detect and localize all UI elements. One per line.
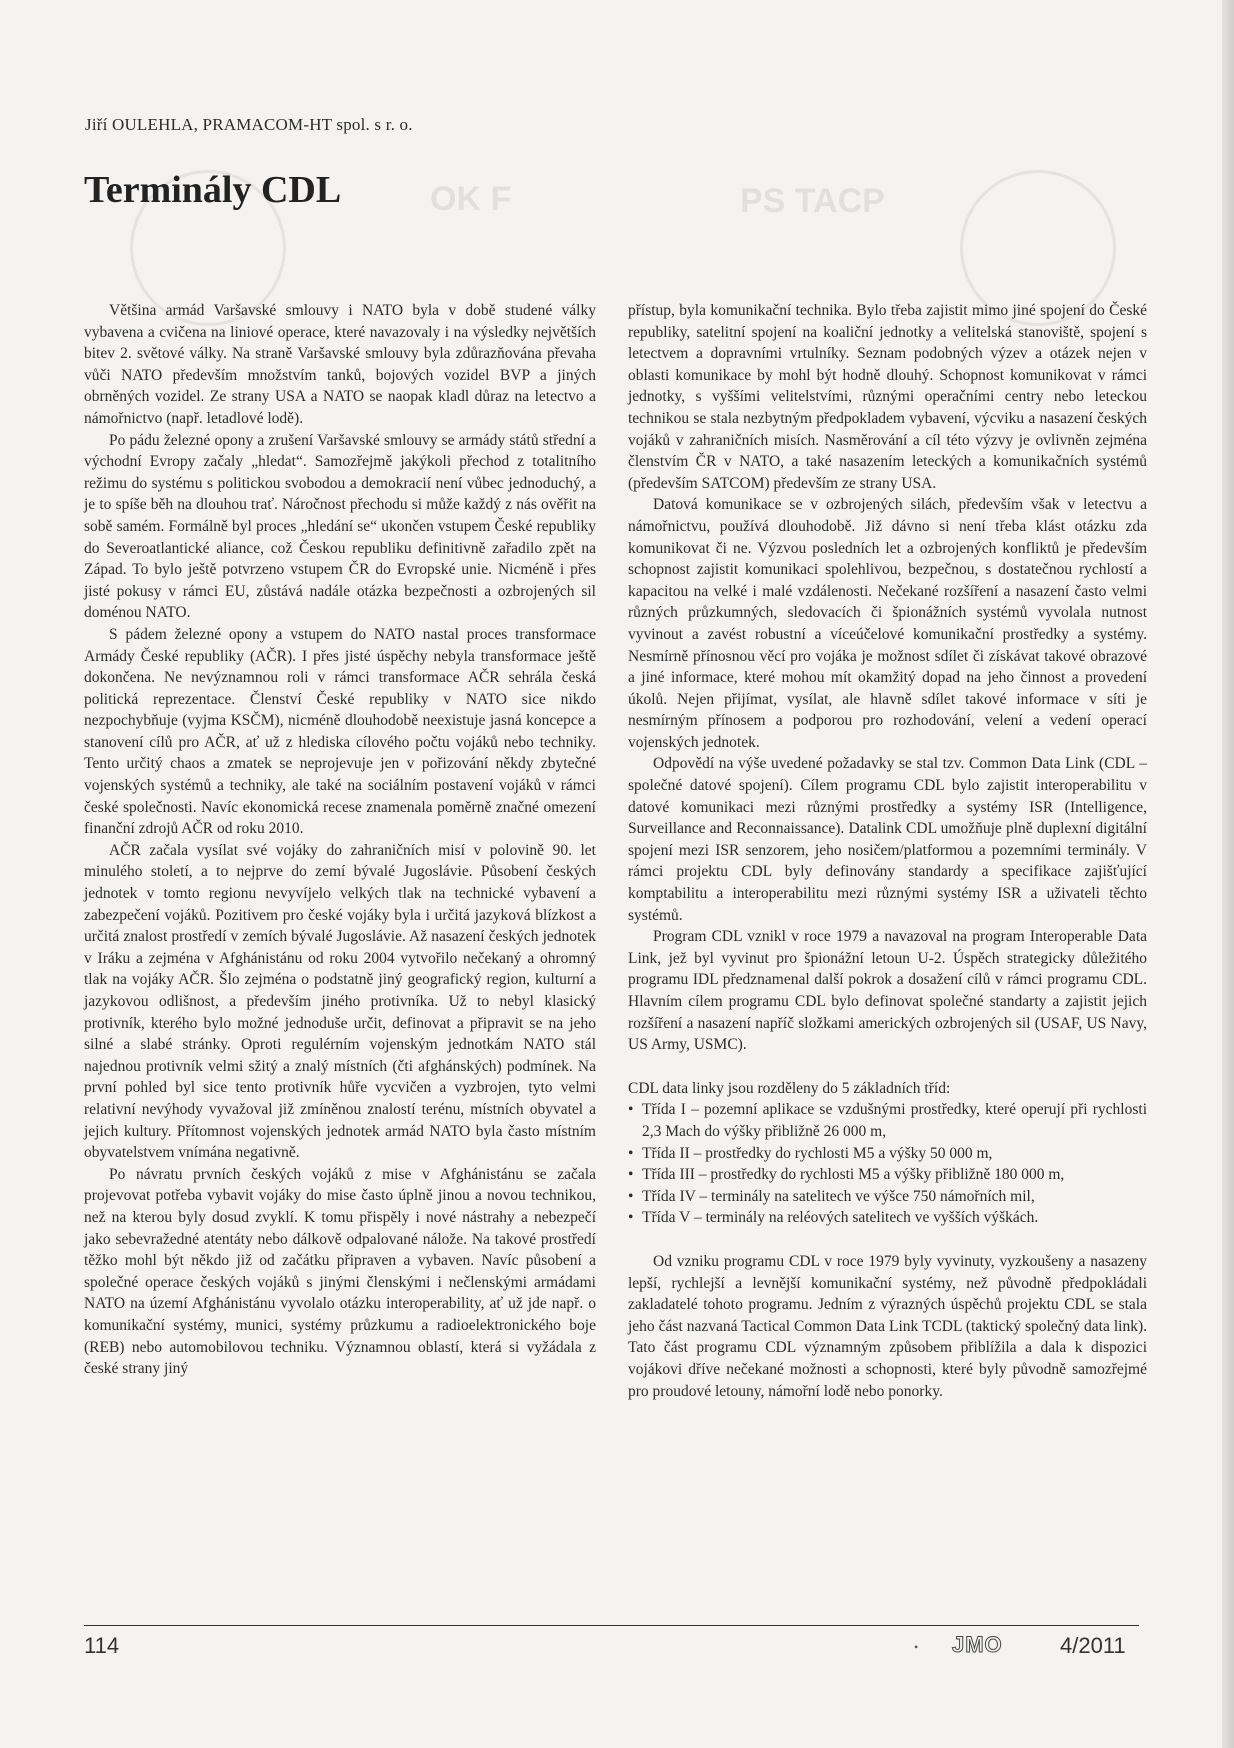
footer-dot: • [914,1640,919,1654]
issue-number: 4/2011 [1060,1633,1126,1658]
left-paragraph-1: Většina armád Varšavské smlouvy i NATO byla v době studené války vybavena a cvičena na liniové operace, které navazovaly i na výsledky největších bitev 2. světové války. Na straně Varšavské smlouvy byla zdůrazňována převaha vůči NATO především množstvím tanků, bojových vozidel BVP a jiných obrněných vozidel. Ze strany USA a NATO se naopak kladl důraz na letectvo a námořnictvo (např. letadlové lodě). [84,302,596,427]
left-paragraph-3: S pádem železné opony a vstupem do NATO nastal proces transformace Armády České republiky (AČR). I přes jisté úspěchy nebyla transformace ještě dokončena. Ne nevýznamnou roli v rámci transformace AČR sehrála česká politická reprezentace. Členství České republiky v NATO sice nikdo nezpochybňuje (vyjma KSČM), nicméně dlouhodobě neexistuje jasná koncepce a stanovení cílů pro AČR, ať už z hlediska cílového počtu vojáků nebo techniky. Tento určitý chaos a zmatek se neprojevuje jen v pořizování někdy zbytečné vojenských systémů a techniky, ale také na sociálním postavení vojáků v rámci české společnosti. Navíc ekonomická recese znamenala poměrně značné omezení finanční zdrojů AČR od roku 2010. [84,625,596,838]
right-paragraph-1: přístup, byla komunikační technika. Bylo třeba zajistit mimo jiné spojení do České republiky, satelitní spojení na koaliční jednotky a velitelská stanoviště, spojení s letectvem a dopravními vrtulníky. Seznam podobných výzev a otázek nejen v oblasti komunikace by mohl být hodně dlouhý. Schopnost komunikovat v rámci jednotky, s vyššími velitelstvími, různými operačními centry nebo leteckou technikou se stala nezbytným předpokladem vybavení, výcviku a nasazení českých vojáků v zahraničních misích. Nasměrování a cíl této výzvy je ovlivněn zejména členstvím ČR v NATO, a také nasazením leteckých a komunikačních systémů (především SATCOM) především ze strany USA. [628,302,1147,492]
author-byline: Jiří OULEHLA, PRAMACOM-HT spol. s r. o. [85,115,413,134]
class-list [628,1099,1147,1229]
class-list-item: • Třída II – prostředky do rychlosti M5 a výšky 50 000 m, [628,1143,1147,1165]
right-paragraph-3: Odpovědí na výše uvedené požadavky se stal tzv. Common Data Link (CDL – společné datové spojení). Cílem programu CDL bylo zajistit interoperabilitu v datové komunikaci mezi různými prostředky a systémy ISR (Intelligence, Surveillance and Reconnaissance). Datalink CDL umožňuje plně duplexní digitální spojení mezi ISR senzorem, jeho nosičem/platformou a pozemními terminály. V rámci projektu CDL byly definovány standardy a specifikace zajišťující komptabilitu a interoperabilitu mezi různými systémy ISR a uživateli těchto systémů. [628,755,1147,924]
page-edge-shadow [1222,0,1234,1748]
class-list-item: • Třída III – prostředky do rychlosti M5 a výšky přibližně 180 000 m, [628,1164,1147,1186]
ghost-text-2: PS TACP [740,182,885,220]
class-list-item: • Třída I – pozemní aplikace se vzdušnými prostředky, které operují při rychlosti 2,3 Mach do výšky přibližně 26 000 m, [628,1099,1147,1142]
page-number: 114 [84,1633,120,1658]
left-paragraph-4: AČR začala vysílat své vojáky do zahraničních misí v polovině 90. let minulého století, a to nejprve do zemí bývalé Jugoslávie. Působení českých jednotek v tomto regionu nevyvíjelo velkých tlak na technické vybavení a zabezpečení vojáků. Pozitivem pro české vojáky byla i určitá jazyková blízkost a určitá znalost prostředí v zemích bývalé Jugoslávie. Až nasazení českých jednotek v Iráku a zejména v Afghánistánu od roku 2004 vytvořilo nečekaný a ohromný tlak na vojáky AČR. Šlo zejména o podstatně jiný geografický region, kulturní a jazykovou odlišnost, a především jiného protivníka. Už to nebyl klasický protivník, kterého bylo možné jednoduše určit, definovat a připravit se na jeho silné a slabé stránky. Oproti regulérním vojenským jednotkám NATO stál najednou protivník velmi sžitý a znalý místních (čti afghánských) podmínek. Na první pohled byl sice tento protivník hůře vycvičen a vyzbrojen, tyto velmi relativní nevýhody vyvažoval již zmíněnou znalostí terénu, místních obyvatel a jejich kultury. Přítomnost vojenských jednotek armád NATO byla často místním obyvatelstvem vnímána negativně. [84,841,596,1162]
right-paragraph-2: Datová komunikace se v ozbrojených silách, především však v letectvu a námořnictvu, používá dlouhodobě. Již dávno si není třeba klást otázku zda komunikovat či ne. Výzvou posledních let a ozbrojených konfliktů je především schopnost zajistit komunikaci spolehlivou, bezpečnou, s dostatečnou rychlostí a kapacitou na velké i malé vzdálenosti. Nečekané rozšíření a nasazení často velmi různých průzkumných, sledovacích či špionážních systémů vyvolala nutnost vyvinout a zavést robustní a víceúčelové komunikační prostředky a systémy. Nesmírně přínosnou věcí pro vojáka je možnost sdílet či získávat takové obrazové a jiné informace, které mohou mít okamžitý dopad na jeho činnost a provedení úkolů. Nejen přijímat, vysílat, ale hlavně sdílet takové informace v síti je nesmírným přínosem a podporou pro rozhodování, velení a vedení operací vojenských jednotek. [628,496,1147,751]
ghost-text-1: OK F [430,180,512,218]
right-paragraph-4: Program CDL vznikl v roce 1979 a navazoval na program Interoperable Data Link, jež byl vyvinut pro špionážní letoun U-2. Úspěch strategicky důležitého programu IDL předznamenal další pokrok a dosažení cílů v rámci programu CDL. Hlavním cílem programu CDL bylo definovat společné standarty a zajistit jejich rozšíření a nasazení napříč složkami amerických ozbrojených sil (USAF, US Navy, US Army, USMC). [628,928,1147,1054]
journal-logo: JMO [952,1632,1003,1657]
class-list-intro: CDL data linky jsou rozděleny do 5 základních tříd: [628,1079,951,1097]
class-list-item: • Třída IV – terminály na satelitech ve výšce 750 námořních mil, [628,1186,1147,1208]
left-column [84,300,596,1380]
right-paragraph-5: Od vzniku programu CDL v roce 1979 byly vyvinuty, vyzkoušeny a nasazeny lepší, rychlejší a levnější komunikační systémy, než původně předpokládali zakladatelé tohoto programu. Jedním z výrazných úspěchů projektu CDL se stala jeho část nazvaná Tactical Common Data Link TCDL (taktický společný data link). Tato část programu CDL významným způsobem přiblížila a dala k dispozici vojákovi dříve nečekané možnosti a schopnosti, které byly původně samozřejmé pro proudové letouny, námořní lodě nebo ponorky. [628,1252,1147,1400]
footer-rule [84,1625,1139,1626]
right-column [628,300,1147,1402]
article-title: Terminály CDL [84,169,342,211]
class-list-item: • Třída V – terminály na reléových satelitech ve vyšších výškách. [628,1207,1147,1229]
left-paragraph-5: Po návratu prvních českých vojáků z mise v Afghánistánu se začala projevovat potřeba vybavit vojáky do mise často úplně jinou a novou technikou, než na kterou byly dosud zvyklí. K tomu přispěly i nové nástrahy a nebezpečí jako sebevražedné atentáty nebo dálkově odpalované nálože. Na takové prostředí těžko mohl být někdo již od začátku připraven a vybaven. Navíc působení a společné operace českých vojáků s jinými členskými i nečlenskými armádami NATO na území Afghánistánu vyvolalo otázku interoperability, ať už jde např. o komunikační systémy, munici, systémy průzkumu a radioelektronického boje (REB) nebo automobilovou techniku. Významnou oblastí, která si vyžádala z české strany jiný [84,1165,596,1378]
left-paragraph-2: Po pádu železné opony a zrušení Varšavské smlouvy se armády států střední a východní Evropy začaly „hledat“. Samozřejmě jakýkoli přechod z totalitního režimu do systému s politickou svobodou a demokracií není vůbec jednoduchý, a je to spíše běh na dlouhou trať. Náročnost přechodu si může každý z nás ověřit na sobě samém. Formálně byl proces „hledání se“ ukončen vstupem České republiky do Severoatlantické aliance, což Českou republiku definitivně zařadilo zpět na Západ. To bylo ještě potvrzeno vstupem ČR do Evropské unie. Nicméně i přes jisté pokusy v rámci EU, zůstává nadále otázka bezpečnosti a ozbrojených sil doménou NATO. [84,431,596,622]
